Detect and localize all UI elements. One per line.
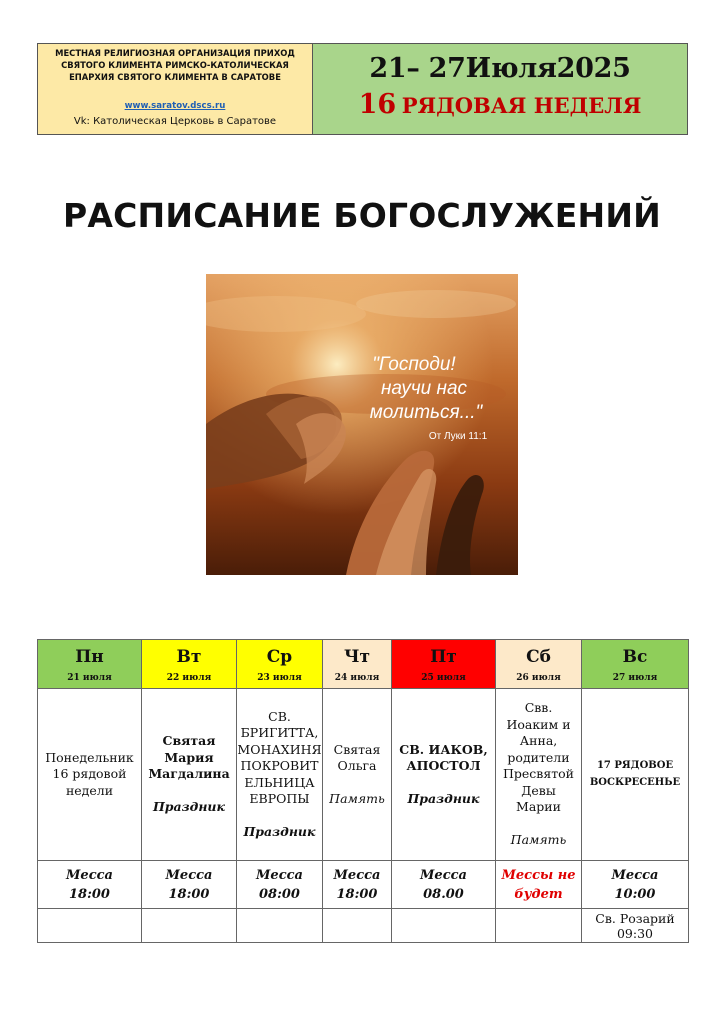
mass-line: Месса	[611, 867, 659, 883]
extra-line: 09:30	[616, 925, 654, 941]
description-line	[323, 775, 391, 792]
mass-time	[496, 861, 582, 909]
mass-time	[582, 861, 689, 909]
day-name: Пн	[75, 647, 104, 667]
mass-time-row	[38, 861, 689, 909]
mass-line: 10:00	[614, 886, 656, 902]
org-line-3: ЕПАРХИЯ СВЯТОГО КЛИМЕНТА В САРАТОВЕ	[69, 72, 281, 82]
mass-line: Месса	[420, 867, 467, 883]
day-description-row	[38, 689, 689, 861]
description-line: ЕЛЬНИЦА	[244, 774, 315, 790]
mass-time	[38, 861, 142, 909]
org-line-2: СВЯТОГО КЛИМЕНТА РИМСКО-КАТОЛИЧЕСКАЯ	[61, 60, 289, 70]
image-caption-reference: От Луки 11:1	[428, 431, 488, 442]
description-line: СВ. ИАКОВ,	[399, 741, 488, 757]
schedule-table	[37, 639, 689, 943]
day-description	[496, 689, 582, 861]
description-line: Ольга	[337, 758, 377, 773]
praying-hands-image	[206, 274, 518, 575]
day-date: 22 июля	[166, 673, 212, 683]
image-caption-line-3: молиться..."	[369, 402, 483, 423]
description-line: 16 рядовой	[52, 766, 127, 782]
mass-line: будет	[514, 886, 563, 902]
day-name: Ср	[266, 647, 293, 667]
description-line: Праздник	[407, 791, 480, 806]
ordinary-week	[313, 88, 687, 125]
mass-line: Мессы не	[501, 867, 576, 883]
description-line	[496, 816, 581, 833]
week-label: РЯДОВАЯ НЕДЕЛЯ	[401, 93, 642, 118]
description-line: ВОСКРЕСЕНЬЕ	[589, 776, 681, 788]
day-description	[38, 689, 142, 861]
mass-line: Месса	[165, 867, 213, 883]
mass-time	[392, 861, 496, 909]
extra-service	[323, 909, 392, 943]
description-line: Анна,	[519, 733, 558, 749]
description-line: Праздник	[243, 824, 316, 839]
extra-service	[237, 909, 323, 943]
day-name: Сб	[526, 647, 551, 667]
day-name: Вт	[176, 647, 202, 667]
mass-line: Месса	[66, 867, 113, 883]
description-line: Иоаким и	[506, 716, 571, 732]
mass-line: 18:00	[168, 886, 210, 902]
description-line: ЕВРОПЫ	[249, 791, 310, 806]
mass-time	[142, 861, 237, 909]
day-header	[582, 640, 689, 689]
day-description	[142, 689, 237, 861]
description-line: недели	[65, 782, 114, 798]
vk-link: Vk: Католическая Церковь в Саратове	[73, 116, 277, 127]
page-title: РАСПИСАНИЕ БОГОСЛУЖЕНИЙ	[63, 196, 661, 235]
day-date: 25 июля	[421, 673, 466, 683]
day-header	[496, 640, 582, 689]
image-caption-line-1: "Господи!	[372, 354, 456, 375]
description-line: Магдалина	[148, 766, 230, 782]
day-date: 26 июля	[516, 673, 561, 683]
day-header	[323, 640, 392, 689]
description-line: Мария	[164, 749, 214, 765]
description-line: Святая	[333, 741, 381, 757]
description-line: ПОКРОВИТ	[240, 758, 319, 773]
day-description	[323, 689, 392, 861]
header-banner	[37, 43, 688, 135]
description-line: Память	[510, 832, 567, 848]
mass-line: 18:00	[336, 886, 378, 902]
mass-time	[323, 861, 392, 909]
description-line: родители	[507, 749, 570, 765]
day-name: Пт	[430, 647, 457, 667]
description-line: Праздник	[153, 799, 225, 815]
day-header	[142, 640, 237, 689]
description-line: Святая	[162, 733, 216, 749]
description-line: АПОСТОЛ	[406, 758, 481, 773]
extra-service	[38, 909, 142, 943]
day-name: Вс	[622, 647, 648, 667]
description-line: МОНАХИНЯ	[237, 741, 322, 757]
mass-time	[237, 861, 323, 909]
description-line: СВ.	[268, 708, 291, 724]
description-line: Пресвятой	[503, 766, 574, 782]
week-dates: 21– 27Июля2025	[369, 53, 631, 84]
day-date: 23 июля	[257, 673, 302, 683]
mass-line: 08:00	[259, 886, 300, 902]
mass-line: Месса	[256, 867, 303, 883]
description-line: Память	[329, 791, 385, 806]
description-line: Свв.	[524, 700, 553, 716]
extra-service	[142, 909, 237, 943]
org-line-1: МЕСТНАЯ РЕЛИГИОЗНАЯ ОРГАНИЗАЦИЯ ПРИХОД	[55, 48, 295, 58]
day-header	[392, 640, 496, 689]
image-caption-line-2: научи нас	[380, 378, 468, 399]
day-description	[392, 689, 496, 861]
description-line: БРИГИТТА,	[240, 725, 319, 740]
description-line	[392, 775, 495, 792]
website-link[interactable]: www.saratov.dscs.ru	[124, 101, 226, 111]
day-header	[38, 640, 142, 689]
mass-line: Месса	[333, 867, 381, 883]
description-line: Марии	[516, 799, 561, 815]
description-line	[142, 783, 236, 800]
mass-line: 18:00	[69, 886, 110, 902]
day-date: 27 июля	[612, 673, 658, 683]
day-description	[237, 689, 323, 861]
day-date: 21 июля	[67, 673, 112, 683]
extra-service-row	[38, 909, 689, 943]
extra-service	[392, 909, 496, 943]
description-line: Девы	[521, 782, 556, 798]
description-line: Понедельник	[45, 749, 134, 765]
extra-line: Св. Розарий	[595, 910, 675, 926]
day-date: 24 июля	[334, 673, 380, 683]
extra-service	[496, 909, 582, 943]
day-name: Чт	[343, 647, 371, 667]
description-line	[237, 808, 322, 825]
week-number: 16	[358, 89, 397, 120]
mass-line: 08.00	[423, 886, 464, 902]
extra-service	[582, 909, 689, 943]
day-header-row	[38, 640, 689, 689]
description-line: 17 РЯДОВОЕ	[596, 760, 674, 771]
parish-info-box	[38, 44, 313, 134]
week-info-box	[313, 44, 687, 134]
day-header	[237, 640, 323, 689]
day-description	[582, 689, 689, 861]
